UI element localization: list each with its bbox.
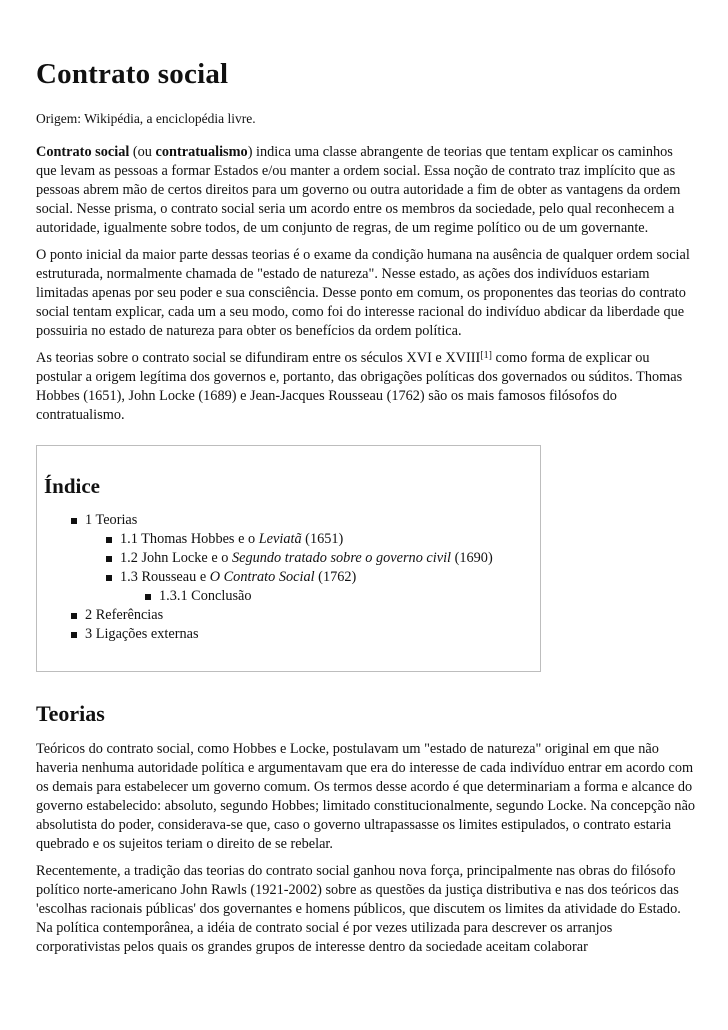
toc-link-conclusao[interactable]: 1.3.1 Conclusão (159, 588, 252, 604)
toc-italic: O Contrato Social (209, 569, 315, 585)
toc-title: Índice (44, 474, 101, 498)
paragraph-difusao (36, 349, 696, 425)
bullet-icon (145, 594, 151, 600)
bullet-icon (71, 613, 77, 619)
toc-link-referencias[interactable]: 2 Referências (85, 607, 164, 623)
article (36, 56, 696, 957)
intro-rest: ) indica uma classe abrangente de teorias que tentam explicar os caminhos que levam as pessoas a formar Estados e/ou manter a ordem social. Essa noção de contrato traz implícito que as pessoas abrem mão de certos direitos para um governo ou outra autoridade a fim de obter as vantagens da ordem social. Nesse prisma, o contrato social seria um acordo entre os membros da sociedade, pelo qual reconhecem a autoridade, igualmente sobre todos, de um conjunto de regras, de um regime político ou de um governante. (36, 144, 681, 236)
bullet-icon (106, 575, 112, 581)
toc-text: 1.3 Rousseau e (120, 569, 210, 585)
term-contratualismo: contratualismo (155, 144, 248, 160)
intro-paragraph (36, 143, 696, 238)
intro-mid: (ou (129, 144, 156, 160)
toc-text: (1651) (301, 531, 344, 547)
bullet-icon (71, 518, 77, 524)
paragraph-estado-natureza: O ponto inicial da maior parte dessas teorias é o exame da condição humana na ausência de qualquer ordem social estruturada, normalmente chamada de "estado de natureza". Nesse estado, as ações dos indivíduos estariam limitadas apenas por seu poder e sua consciência. Desse ponto em comum, os proponentes das teorias do contrato social tentam explicar, cada um a seu modo, como foi do interesse racional do indivíduo abdicar da liberdade que possuiria no estado de natureza para obter os benefícios da ordem política. (36, 247, 690, 339)
toc-text: 1.2 John Locke e o (120, 550, 232, 566)
toc-item-conclusao[interactable] (44, 587, 540, 606)
reference-link-1[interactable]: [1] (480, 350, 492, 361)
bullet-icon (106, 556, 112, 562)
term-contrato-social: Contrato social (36, 144, 130, 160)
toc-link-rousseau[interactable] (120, 569, 356, 585)
teorias-paragraph-1: Teóricos do contrato social, como Hobbes e Locke, postulavam um "estado de natureza" original em que não haveria nenhuma autoridade política e argumentavam que era do interesse de cada indivíduo entrar em acordo com os demais para estabelecer um governo comum. Os termos desse acordo é que determinariam a forma e alcance do governo estabelecido: absoluto, segundo Hobbes; limitado constitucionalmente, segundo Locke. Na concepção não absolutista do poder, considerava-se que, caso o governo ultrapassasse os limites estipulados, o contrato estaria quebrado e os sujeitos teriam o direito de se rebelar. (36, 741, 696, 852)
toc-text: (1690) (451, 550, 493, 566)
section-heading-teorias: Teorias (36, 701, 105, 726)
table-of-contents (36, 445, 541, 672)
toc-text: 1.1 Thomas Hobbes e o (120, 531, 259, 547)
origin-line: Origem: Wikipédia, a enciclopédia livre. (36, 111, 256, 126)
toc-item-referencias[interactable] (44, 606, 540, 625)
toc-italic: Leviatã (258, 531, 302, 547)
teorias-paragraph-2: Recentemente, a tradição das teorias do contrato social ganhou nova força, principalmente nas obras do filósofo político norte-americano John Rawls (1921-2002) sobre as questões da justiça distributiva e nas dos teóricos das 'escolhas racionais públicas' dos governantes e homens públicos, que discutem os limites da atividade do Estado. Na política contemporânea, a idéia de contrato social é por vezes utilizada para descrever os arranjos corporativistas pelos quais os grandes grupos de interesse dentro da sociedade aceitam colaborar (36, 863, 681, 955)
bullet-icon (106, 537, 112, 543)
toc-link-hobbes[interactable] (120, 531, 343, 547)
toc-text: (1762) (314, 569, 357, 585)
toc-item-ligacoes[interactable] (44, 625, 540, 644)
toc-item-hobbes[interactable] (44, 530, 540, 549)
toc-list (44, 511, 540, 644)
toc-link-teorias[interactable]: 1 Teorias (85, 512, 138, 528)
bullet-icon (71, 632, 77, 638)
para3-before: As teorias sobre o contrato social se difundiram entre os séculos XVI e XVIII (36, 350, 481, 366)
toc-item-locke[interactable] (44, 549, 540, 568)
toc-link-locke[interactable] (120, 550, 493, 566)
toc-item-rousseau[interactable] (44, 568, 540, 587)
toc-italic: Segundo tratado sobre o governo civil (231, 550, 452, 566)
page-title: Contrato social (36, 58, 229, 90)
para3-after: como forma de explicar ou postular a origem legítima dos governos e, portanto, das obrigações políticas dos governados ou súditos. Thomas Hobbes (1651), John Locke (1689) e Jean-Jacques Rousseau (1762) são os mais famosos filósofos do contratualismo. (36, 350, 683, 423)
toc-link-ligacoes[interactable]: 3 Ligações externas (85, 626, 199, 642)
toc-item-teorias[interactable] (44, 511, 540, 530)
